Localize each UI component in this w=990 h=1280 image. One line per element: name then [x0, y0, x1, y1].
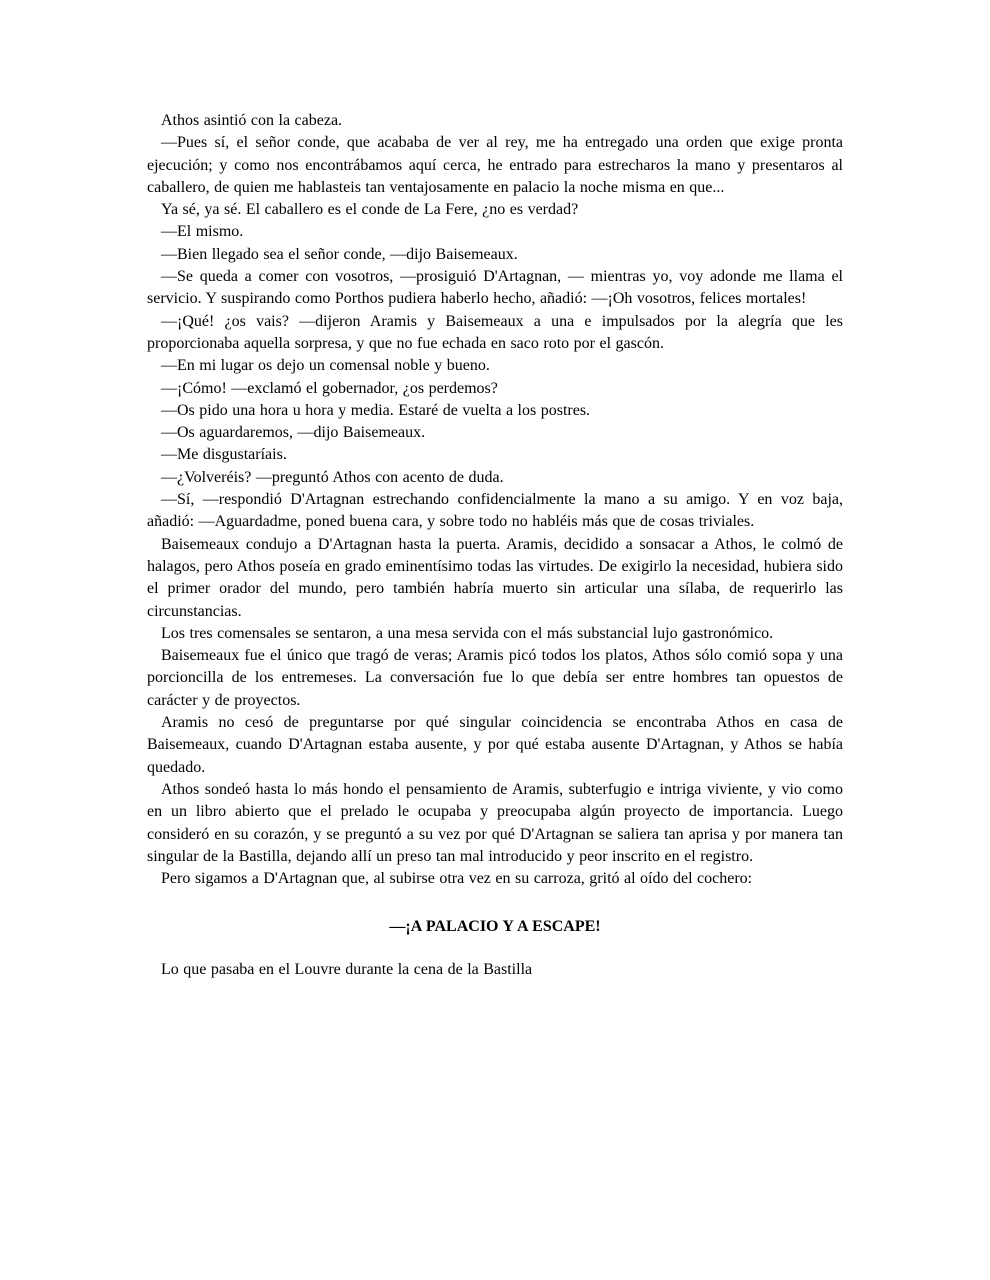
paragraph: Pero sigamos a D'Artagnan que, al subirse otra vez en su carroza, gritó al oído del cochero: [161, 870, 753, 888]
paragraph: —¿Volveréis? —preguntó Athos con acento de duda. [161, 468, 504, 486]
paragraph: Athos sondeó hasta lo más hondo el pensamiento de Aramis, subterfugio e intriga viviente, y vio como en un libro abierto que el prelado le ocupaba y preocupaba algún proyecto de importancia. Luego consideró en su corazón, y se preguntó a su vez por qué D'Artagnan se saliera tan aprisa y por manera tan singular de la Bastilla, dejando allí un preso tan mal introducido y peor inscrito en el registro. [147, 780, 843, 865]
paragraph: Baisemeaux fue el único que tragó de veras; Aramis picó todos los platos, Athos sólo comió sopa y una porcioncilla de los entremeses. La conversación fue lo que debía ser entre hombres tan opuestos de carácter y de proyectos. [147, 647, 843, 709]
paragraph: —Sí, —respondió D'Artagnan estrechando confidencialmente la mano a su amigo. Y en voz baja, añadió: —Aguardadme, poned buena cara, y sobre todo no habléis más que de cosas triviales. [147, 491, 843, 531]
paragraph: —Os pido una hora u hora y media. Estaré de vuelta a los postres. [161, 401, 591, 419]
paragraph: —El mismo. [161, 223, 244, 241]
paragraph: Aramis no cesó de preguntarse por qué singular coincidencia se encontraba Athos en casa de Baisemeaux, cuando D'Artagnan estaba ausente, y por qué estaba ausente D'Artagnan, y Athos se había quedado. [147, 714, 843, 776]
text-block [147, 110, 843, 981]
paragraph: Athos asintió con la cabeza. [161, 112, 343, 129]
paragraph: Ya sé, ya sé. El caballero es el conde de La Fere, ¿no es verdad? [161, 201, 579, 219]
paragraph: —En mi lugar os dejo un comensal noble y bueno. [161, 357, 490, 375]
paragraph: —Se queda a comer con vosotros, —prosiguió D'Artagnan, — mientras yo, voy adonde me llama el servicio. Y suspirando como Porthos pudiera haberlo hecho, añadió: —¡Oh vosotros, felices mortales! [147, 268, 843, 308]
paragraph: —¡Cómo! —exclamó el gobernador, ¿os perdemos? [161, 379, 498, 397]
paragraph: Los tres comensales se sentaron, a una mesa servida con el más substancial lujo gastronómico. [161, 624, 774, 642]
paragraph: —Bien llegado sea el señor conde, —dijo Baisemeaux. [161, 245, 518, 263]
paragraph: —Pues sí, el señor conde, que acababa de ver al rey, me ha entregado una orden que exige pronta ejecución; y como nos encontrábamos aquí cerca, he entrado para estrecharos la mano y presentaros al caballero, de quien me hablasteis tan ventajosamente en palacio la noche misma en que... [147, 134, 843, 196]
paragraph: —Me disgustaríais. [161, 446, 287, 464]
paragraph: —Os aguardaremos, —dijo Baisemeaux. [161, 424, 426, 442]
chapter-heading: —¡A PALACIO Y A ESCAPE! [389, 918, 601, 936]
paragraph: Lo que pasaba en el Louvre durante la cena de la Bastilla [161, 960, 533, 978]
paragraph: —¡Qué! ¿os vais? —dijeron Aramis y Baisemeaux a una e impulsados por la alegría que les proporcionaba aquella sorpresa, y que no fue echada en saco roto por el gascón. [147, 312, 843, 352]
paragraph: Baisemeaux condujo a D'Artagnan hasta la puerta. Aramis, decidido a sonsacar a Athos, le colmó de halagos, pero Athos poseía en grado eminentísimo todas las virtudes. De exigirlo la necesidad, hubiera sido el primer orador del mundo, pero también habría muerto sin articular una sílaba, de requerirlo las circunstancias. [147, 535, 843, 620]
